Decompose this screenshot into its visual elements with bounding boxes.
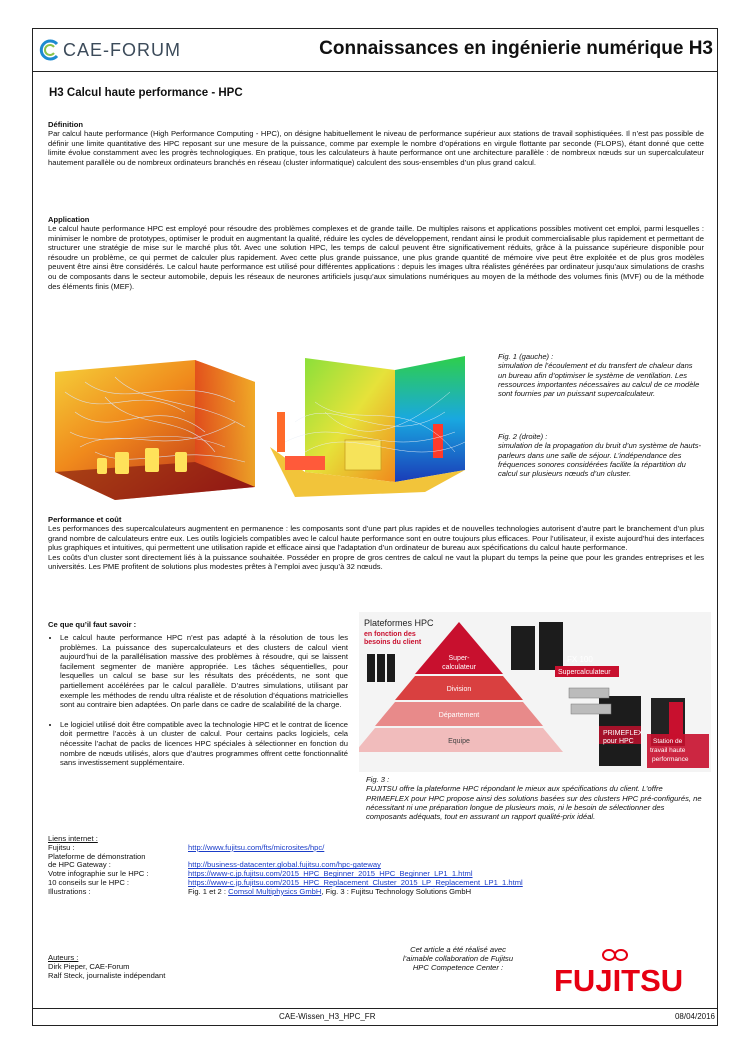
application-heading: Application <box>48 215 90 224</box>
links-heading: Liens internet : <box>48 834 98 843</box>
application-section <box>48 215 704 291</box>
hpc-gateway-link[interactable]: http://business-datacenter.global.fujitsu.com/hpc-gateway <box>188 860 381 870</box>
fig3-title-1: Plateformes HPC <box>364 618 434 628</box>
collab-line: l’aimable collaboration de Fujitsu <box>402 954 514 964</box>
primeflex-label: PRIMEFLEX <box>603 730 643 737</box>
collab-line: Cet article a été réalisé avec <box>410 945 506 954</box>
link-label: Votre infographie sur le HPC : <box>48 869 149 879</box>
fig2-caption-text: simulation de la propagation du bruit d’un système de hauts-parleurs dans une salle de séjour. L’indépendance des fréquences sonores considérées facilite la répartition du calcul sur plusieurs nœuds d’un cluster. <box>498 441 702 479</box>
fx-label: FX 100 <box>567 655 593 664</box>
authors-section <box>48 953 165 980</box>
performance-heading: Performance et coût <box>48 515 122 524</box>
link-label: de HPC Gateway : <box>48 860 111 870</box>
fig2-living-room-simulation-image <box>265 352 487 502</box>
definition-heading: Définition <box>48 120 84 129</box>
application-text: Le calcul haute performance HPC est employé pour résoudre des problèmes complexes et de grande taille. De multiples raisons et applications possibles motivent cet emploi, parmi lesquelles : minimiser le nombre de prototypes, optimiser le produit en augmentant la qualité, réduire les cycles de développement, rendant ainsi le produit commercialisable plus rapidement et permettant de structurer une stratégie de mise sur le marché plus tôt. Avec une solution HPC, les temps de calcul peuvent être significativement réduits, grâce à la puissance supérieure disponible pour résoudre un problème, ce qui permet de calculer plus rapidement. Avec cette plus grande puissance, une plus grande quantité de mémoire vive peut être exploitée et de plus gros modèles peuvent être ainsi être considérés. Le calcul haute performance est utilisé pour différentes applications : depuis les images ultra réalistes générées par ordinateur jusqu’aux simulations de crashs ou de composants dans le secteur automobile, depuis les réseaux de neurones artificiels jusqu’aux simulations numériques au moyen de la méthode des volumes finis (MVF) ou de la méthode des éléments finis (MEF). <box>48 224 704 291</box>
fig1-office-simulation-image <box>45 352 263 502</box>
primeflex-sub: pour HPC <box>603 738 634 745</box>
header <box>33 29 717 72</box>
fig3-caption-text: FUJITSU offre la plateforme HPC répondant le mieux aux spécifications du client. L’offre PRIMEFLEX pour HPC propose ainsi des solutions basées sur des clusters HPC pré-configurés, ne nécessitant ni une préparation longue de plusieurs mois, ni le besoin de sélectionner des composants adéquats, tout en assurant un rapport qualité-prix idéal. <box>366 784 702 822</box>
definition-section <box>48 120 704 167</box>
fujitsu-logo <box>552 947 692 997</box>
level-super-2: calculateur <box>442 664 476 671</box>
illustrations-suffix: , Fig. 3 : Fujitsu Technology Solutions GmbH <box>321 886 472 896</box>
fujitsu-link[interactable]: http://www.fujitsu.com/fts/microsites/hpc/ <box>188 842 325 852</box>
footer <box>33 1008 717 1025</box>
fig1-caption-text: simulation de l’écoulement et du transfert de chaleur dans un bureau afin d’optimiser le système de ventilation. Les ressources importantes nécessaires au calcul de ce modèle sont fournies par un puissant supercalculateur. <box>498 361 700 399</box>
fx-sub: Supercalculateur <box>558 669 611 676</box>
cae-logo-icon <box>39 39 61 61</box>
author-name: Dirk Pieper, CAE-Forum <box>48 962 130 971</box>
document-title: Connaissances en ingénierie numérique H3 <box>319 38 713 59</box>
station-1: Station de <box>653 738 683 745</box>
level-departement: Département <box>438 712 480 719</box>
link-row <box>48 888 523 897</box>
fig2-caption <box>498 432 703 478</box>
author-name: Ralf Steck, journaliste indépendant <box>48 971 166 980</box>
infographie-link[interactable]: https://www-c.jp.fujitsu.com/2015_HPC_Beginner_2015_HPC_Beginner_LP1_1.html <box>188 869 473 879</box>
know-item: • Le calcul haute performance HPC n’est pas adapté à la résolution de tous les problèmes. La puissance des supercalculateurs et des clusters de calcul vient aujourd’hui de la parallélisation massive des problèmes à résoudre, qui se laissent facilement segmenter de manière appropriée. Les tâches séquentielles, pour lesquelles un calcul se base sur les résultats des précédents, ne sont que partiellement accélérées par le calcul parallèle. D’autres simulations, utilisant par exemple les méthodes de rendu ultra réaliste et de résolution d’équations matricielles sont au contraire bien adaptées. On parle dans ce cadre de scalabilité de la charge. <box>60 633 348 710</box>
footer-date: 08/04/2016 <box>674 1012 715 1021</box>
fig3-caption-title: Fig. 3 : <box>366 775 390 784</box>
comsol-link[interactable]: Comsol Multiphysics GmbH <box>228 886 322 896</box>
fig3-title-3: besoins du client <box>364 639 422 646</box>
link-label: 10 conseils sur le HPC : <box>48 877 130 887</box>
collaboration-note <box>383 945 533 973</box>
collab-line: HPC Competence Center : <box>412 963 504 973</box>
fig3-caption <box>366 775 706 821</box>
performance-text-2: Les coûts d’un cluster sont directement liés à la puissance souhaitée. Posséder en propre de gros centres de calcul ne vaut la plupart du temps la peine que pour les grandes entreprises et les universités. Les PME profitent de solutions plus modestes prêtes à l’emploi avec jusqu’à 32 nœuds. <box>48 552 704 572</box>
link-label: Fujitsu : <box>48 842 75 852</box>
link-label: Plateforme de démonstration <box>48 851 146 861</box>
station-2: travail haute <box>650 747 686 754</box>
section-title: H3 Calcul haute performance - HPC <box>49 87 243 99</box>
illustrations-label: Illustrations : <box>48 886 91 896</box>
performance-text-1: Les performances des supercalculateurs augmentent en permanence : les composants sont d’une part plus rapides et de nouvelles technologies autorisent d’autre part le branchement d’un plus grand nombre de calculateurs entre eux. Les outils logiciels compatibles avec le calcul haute performance sont en outre toujours plus efficaces. Pour l’utilisateur, il existe aujourd’hui des interfaces plus graphiques et intuitives, qui permettent une utilisation rapide et efficace ainsi que l’adaptation d’un ordinateur de bureau aux spécifications du calcul haute performance. <box>48 524 704 553</box>
level-division: Division <box>446 686 472 693</box>
know-heading: Ce que qu’il faut savoir : <box>48 620 137 629</box>
cae-forum-logo <box>39 37 181 63</box>
know-list <box>48 633 348 768</box>
fig1-caption-title: Fig. 1 (gauche) : <box>498 352 554 361</box>
definition-text: Par calcul haute performance (High Performance Computing - HPC), on désigne habituellement le niveau de performance supérieur aux stations de travail sophistiquées. Il n’est pas possible de définir une limite quantitative des HPC reposant sur une mesure de la puissance, comme par exemple le nombre d’opérations en virgule flottante par seconde (FLOPS), étant donné que cette limite évolue constamment avec les progrès technologiques. En pratique, tous les calculateurs à haute performance ont une architecture parallèle : de nombreux nœuds sur un supercalculateur hautement parallèle ou de nombreux ordinateurs branchés en réseau (cluster informatique) calculent des sous-ensembles d’un plus grand calcul. <box>48 129 704 167</box>
page <box>32 28 718 1026</box>
fig3-title-2: en fonction des <box>364 631 416 638</box>
footer-filename: CAE-Wissen_H3_HPC_FR <box>279 1012 376 1021</box>
fujitsu-wordmark: FUJITSU <box>554 963 684 997</box>
fig2-caption-title: Fig. 2 (droite) : <box>498 432 548 441</box>
level-super: Super- <box>448 655 470 662</box>
station-3: performance <box>652 756 689 763</box>
performance-section <box>48 515 704 572</box>
level-equipe: Equipe <box>448 738 470 745</box>
links-section <box>48 835 523 897</box>
know-item: • Le logiciel utilisé doit être compatible avec la technologie HPC et le contrat de licence doit permettre l’accès à un cluster de calcul. Pour certains packs logiciels, cela nécessite l’achat de packs de licences HPC spéciales à sélectionner en fonction du nombre de nœuds utilisés, alors que d’autres programmes offrent cette fonctionnalité sans investissement supplémentaire. <box>60 720 348 768</box>
logo-text: CAE-FORUM <box>63 39 181 60</box>
links-table <box>48 844 523 897</box>
know-section <box>48 620 348 778</box>
conseils-link[interactable]: https://www-c.jp.fujitsu.com/2015_HPC_Replacement_Cluster_2015_LP_Replacement_LP1_1.html <box>188 877 523 887</box>
fig3-hpc-platforms-image <box>359 612 711 772</box>
fig1-caption <box>498 352 703 398</box>
illustrations-prefix: Fig. 1 et 2 : <box>188 886 229 896</box>
fujitsu-infinity-icon <box>603 950 627 960</box>
authors-heading: Auteurs : <box>48 953 79 962</box>
